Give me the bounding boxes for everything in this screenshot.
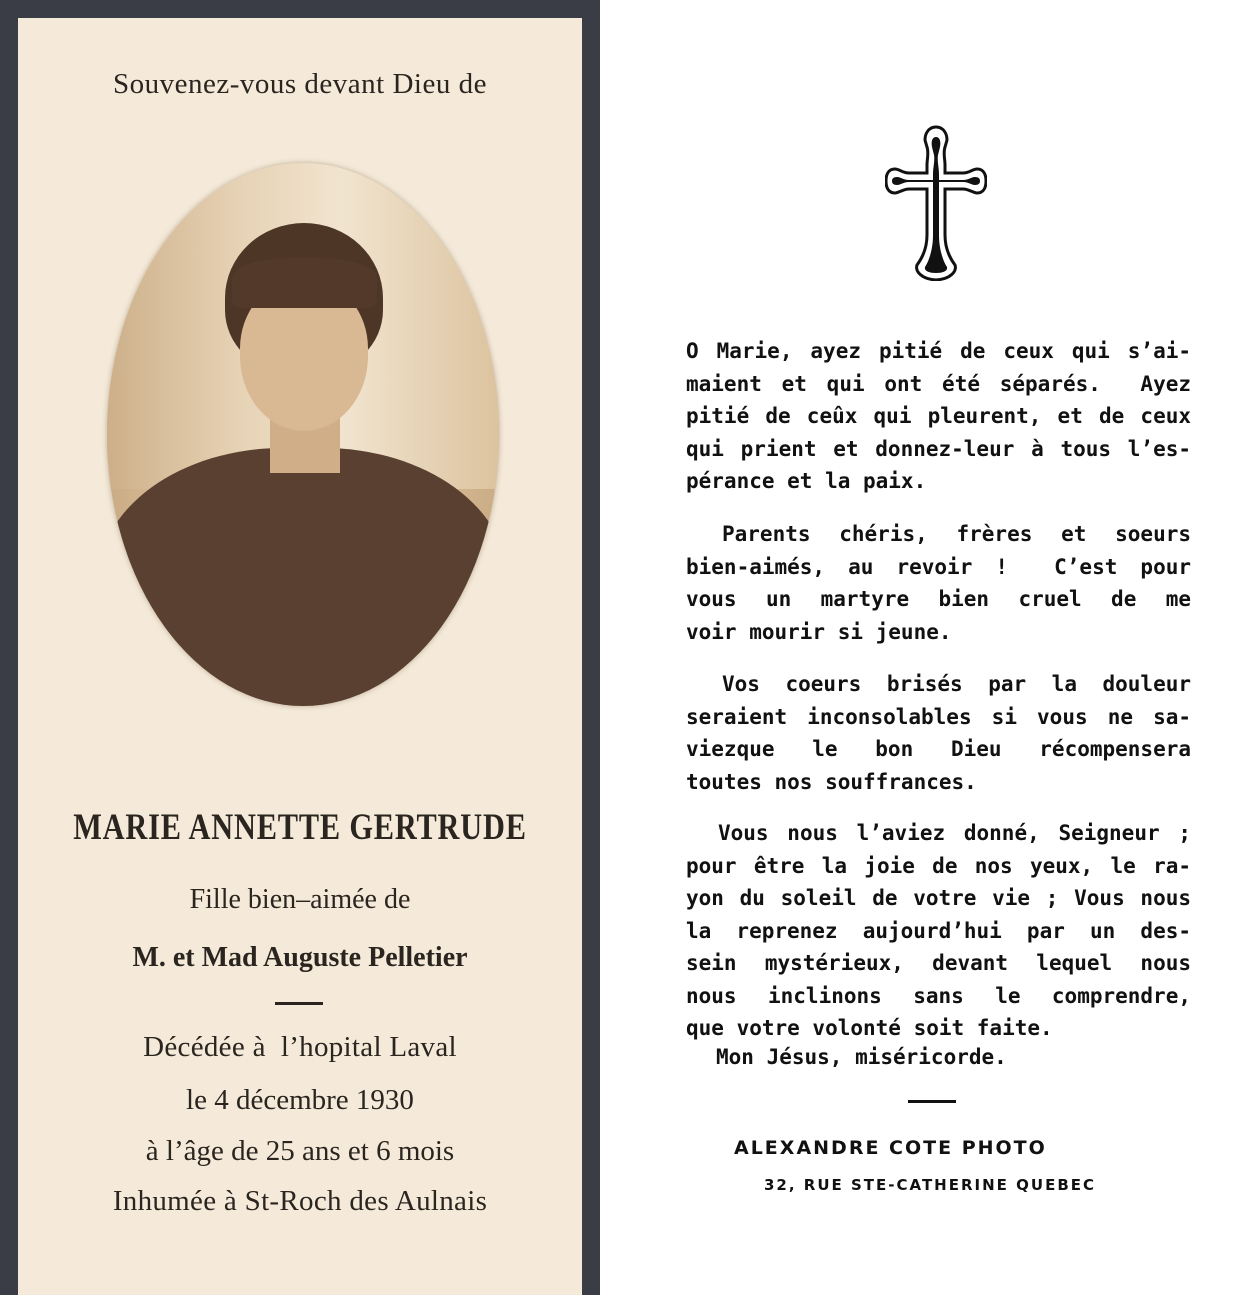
cross-icon [885, 125, 987, 281]
parents-line: M. et Mad Auguste Pelletier [132, 942, 468, 973]
text-line: pérance et la paix. [686, 469, 927, 493]
text-line: sein mystérieux, devant lequel nous [686, 951, 1191, 975]
death-date: le 4 décembre 1930 [186, 1084, 414, 1116]
text-line: maient et qui ont été séparés. Ayez [686, 371, 1191, 396]
text-line: O Marie, ayez pitié de ceux qui s’ai- [686, 339, 1191, 363]
deceased-name: MARIE ANNETTE GERTRUDE [73, 807, 527, 848]
text-line: vous un martyre bien cruel de me [686, 587, 1191, 611]
lord-paragraph [686, 817, 1191, 1045]
death-place: Décédée à l’hopital Laval [143, 1031, 457, 1063]
text-line: bien-aimés, au revoir ! C’est pour [686, 554, 1191, 579]
text-line: pitié de ceûx qui pleurent, et de ceux [686, 404, 1191, 428]
text-line: Vos coeurs brisés par la douleur [722, 672, 1191, 696]
age-line: à l’âge de 25 ans et 6 mois [145, 1135, 455, 1167]
prayer-paragraph [686, 335, 1191, 498]
text-line: voir mourir si jeune. [686, 619, 952, 644]
text-line: nous inclinons sans le comprendre, [686, 983, 1191, 1008]
photographer-address: 32, RUE STE-CATHERINE QUEBEC [764, 1176, 1097, 1194]
photographer-credit: ALEXANDRE COTE PHOTO [734, 1137, 1047, 1159]
portrait-photo [107, 163, 499, 706]
divider [908, 1100, 956, 1103]
text-line: que votre volonté soit faite. [686, 1016, 1053, 1040]
text-line: qui prient et donnez-leur à tous l’es- [686, 436, 1191, 461]
text-line: pour être la joie de nos yeux, le ra- [686, 853, 1191, 878]
consolation-paragraph [686, 668, 1191, 798]
divider [275, 1002, 323, 1005]
text-line: viezque le bon Dieu récompensera [686, 737, 1191, 761]
text-line: Parents chéris, frères et soeurs [722, 522, 1191, 546]
memorial-card-front [18, 18, 582, 1295]
burial-place: Inhumée à St-Roch des Aulnais [112, 1185, 488, 1217]
text-line: toutes nos souffrances. [686, 769, 977, 794]
farewell-paragraph [686, 518, 1191, 648]
closing-prayer: Mon Jésus, miséricorde. [716, 1045, 1007, 1069]
text-line: yon du soleil de votre vie ; Vous nous [686, 886, 1191, 910]
text-line: seraient inconsolables si vous ne sa- [686, 704, 1191, 729]
text-line: Vous nous l’aviez donné, Seigneur ; [718, 821, 1191, 845]
daughter-line: Fille bien–aimée de [189, 884, 411, 915]
intro-line: Souvenez-vous devant Dieu de [113, 68, 487, 100]
text-line: la reprenez aujourd’hui par un des- [686, 918, 1191, 943]
